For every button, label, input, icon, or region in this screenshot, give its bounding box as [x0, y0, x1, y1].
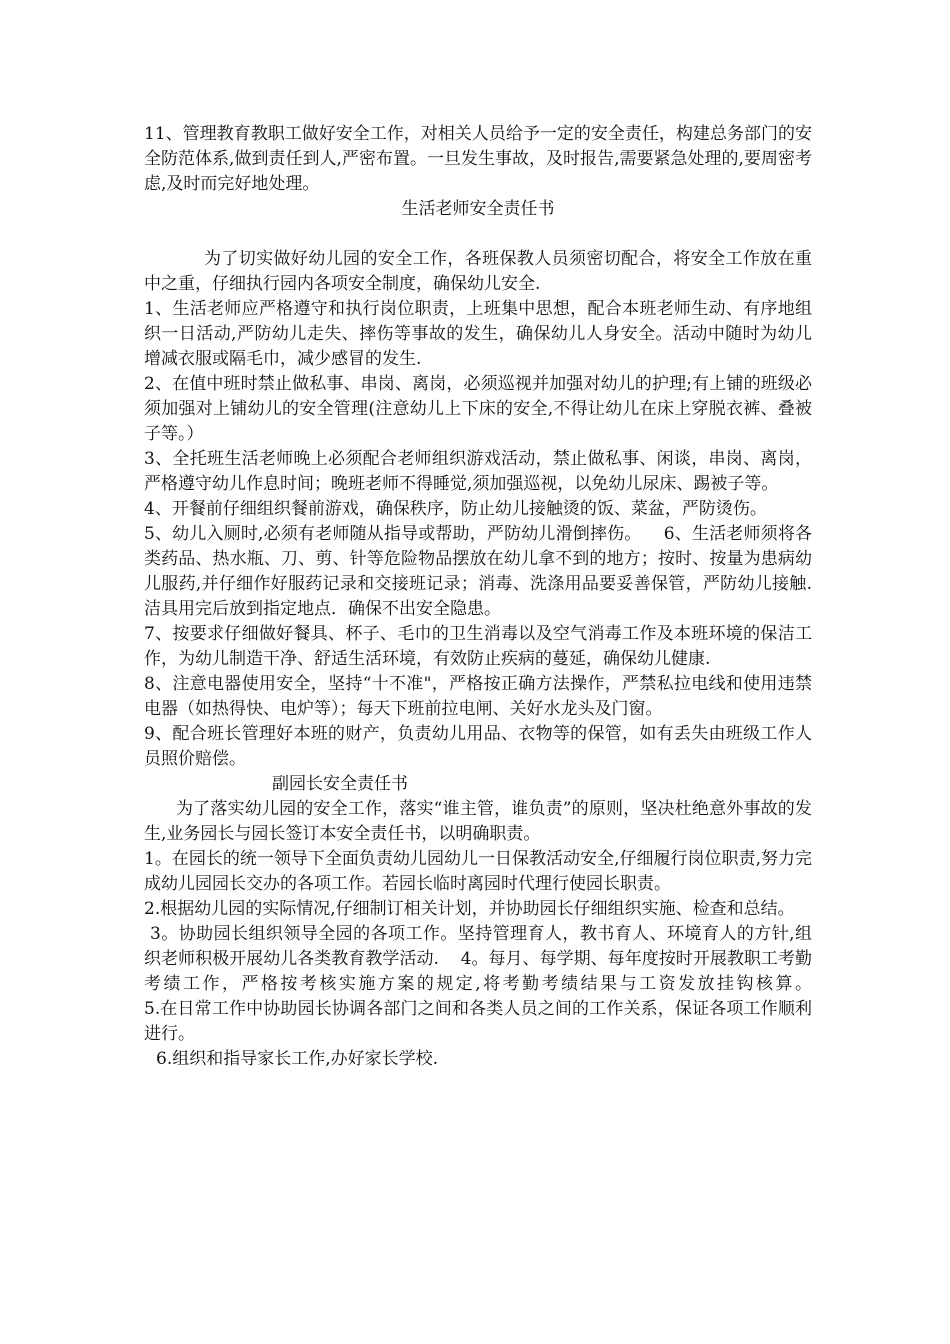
life-teacher-preamble: 为了切实做好幼儿园的安全工作，各班保教人员须密切配合，将安全工作放在重中之重，仔细执行园内各项安全制度，确保幼儿安全. — [144, 249, 812, 294]
life-teacher-item-9: 9、配合班长管理好本班的财产，负责幼儿用品、衣物等的保管，如有丢失由班级工作人员照价赔偿。 — [144, 724, 812, 769]
vice-principal-item-3-5: 3。协助园长组织领导全园的各项工作。坚持管理育人，教书育人、环境育人的方针,组织老师积极开展幼儿各类教育教学活动. 4。每月、每学期、每年度按时开展教职工考勤考绩工作，严格按考核实施方案的规定,将考勤考绩结果与工资发放挂钩核算。 5.在日常工作中协助园长协调各部门之间和各类人员之间的工作关系，保证各项工作顺利进行。 — [144, 924, 888, 1044]
vice-principal-item-1: 1。在园长的统一领导下全面负责幼儿园幼儿一日保教活动安全,仔细履行岗位职责,努力完成幼儿园园长交办的各项工作。若园长临时离园时代理行使园长职责。 — [144, 849, 812, 894]
section-title-vice-principal: 副园长安全责任书 — [272, 774, 408, 794]
life-teacher-item-2: 2、在值中班时禁止做私事、串岗、离岗，必须巡视并加强对幼儿的护理;有上铺的班级必须加强对上铺幼儿的安全管理(注意幼儿上下床的安全,不得让幼儿在床上穿脱衣裤、叠被子等。） — [144, 374, 812, 444]
section-title-life-teacher: 生活老师安全责任书 — [401, 199, 555, 219]
life-teacher-item-7: 7、按要求仔细做好餐具、杯子、毛巾的卫生消毒以及空气消毒工作及本班环境的保洁工作，为幼儿制造干净、舒适生活环境，有效防止疾病的蔓延，确保幼儿健康. — [144, 624, 812, 669]
life-teacher-item-1: 1、生活老师应严格遵守和执行岗位职责，上班集中思想，配合本班老师生动、有序地组织一日活动,严防幼儿走失、摔伤等事故的发生，确保幼儿人身安全。活动中随时为幼儿增减衣服或隔毛巾，减少感冒的发生. — [144, 299, 812, 369]
life-teacher-item-8: 8、注意电器使用安全，坚持“十不准"，严格按正确方法操作，严禁私拉电线和使用违禁电器（如热得快、电炉等）；每天下班前拉电闸、关好水龙头及门窗。 — [144, 674, 812, 719]
life-teacher-item-4: 4、开餐前仔细组织餐前游戏，确保秩序，防止幼儿接触烫的饭、菜盆，严防烫伤。 — [144, 499, 767, 519]
blank-line — [144, 222, 812, 247]
life-teacher-item-5-6: 5、幼儿入厕时,必须有老师随从指导或帮助，严防幼儿滑倒摔伤。 6、生活老师须将各类药品、热水瓶、刀、剪、针等危险物品摆放在幼儿拿不到的地方；按时、按量为患病幼儿服药,并仔细作好服药记录和交接班记录；消毒、洗涤用品要妥善保管，严防幼儿接触.洁具用完后放到指定地点．确保不出安全隐患。 — [144, 524, 812, 619]
life-teacher-item-3: 3、全托班生活老师晚上必须配合老师组织游戏活动，禁止做私事、闲谈，串岗、离岗，严格遵守幼儿作息时间；晚班老师不得睡觉,须加强巡视，以免幼儿尿床、踢被子等。 — [144, 449, 812, 494]
vice-principal-preamble: 为了落实幼儿园的安全工作，落实“谁主管，谁负责”的原则，坚决杜绝意外事故的发生,业务园长与园长签订本安全责任书，以明确职责。 — [144, 799, 812, 844]
paragraph-item-11: 11、管理教育教职工做好安全工作，对相关人员给予一定的安全责任，构建总务部门的安全防范体系,做到责任到人,严密布置。一旦发生事故，及时报告,需要紧急处理的,要周密考虑,及时而完好地处理。 — [144, 124, 812, 194]
vice-principal-item-2: 2.根据幼儿园的实际情况,仔细制订相关计划，并协助园长仔细组织实施、检查和总结。 — [144, 899, 795, 919]
vice-principal-item-6: 6.组织和指导家长工作,办好家长学校. — [156, 1049, 439, 1069]
document-page — [144, 122, 888, 1072]
